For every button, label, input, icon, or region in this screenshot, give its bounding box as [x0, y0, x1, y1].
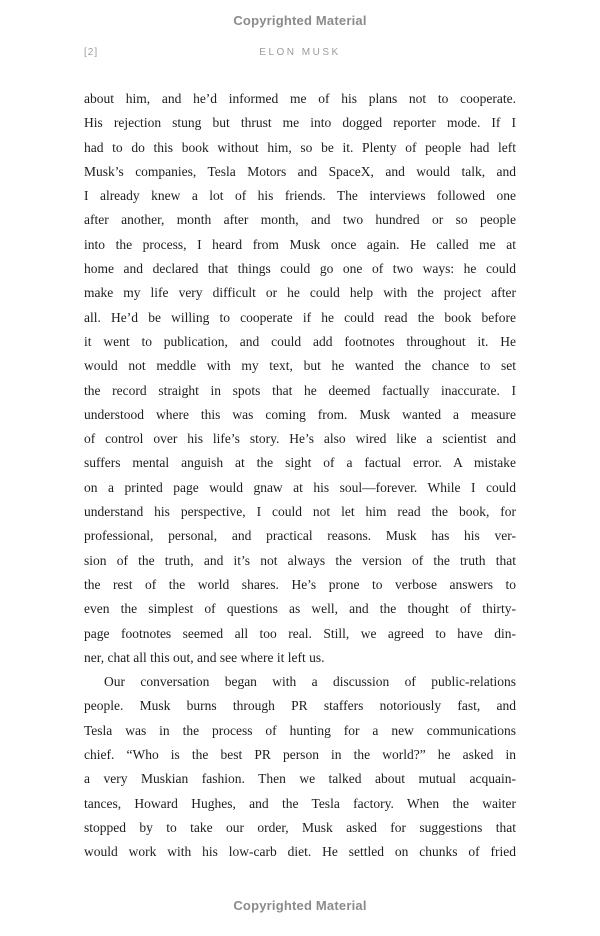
text-line: page footnotes seemed all too real. Still, we agreed to have din-: [84, 625, 516, 641]
text-line: a very Muskian fashion. Then we talked about mutual acquain-: [84, 771, 516, 787]
text-line: sion of the truth, and it’s not always the version of the truth that: [84, 552, 516, 568]
text-line: home and declared that things could go one of two ways: he could: [84, 261, 516, 277]
text-line: stopped by to take our order, Musk asked for suggestions that: [84, 819, 516, 835]
text-line: had to do this book without him, so be it. Plenty of people had left: [84, 139, 516, 155]
text-line: all. He’d be willing to cooperate if he could read the book before: [84, 309, 516, 325]
running-title: ELON MUSK: [259, 47, 341, 58]
text-line: I already knew a lot of his friends. The interviews followed one: [84, 188, 516, 204]
text-line: of control over his life’s story. He’s also wired like a scientist and: [84, 431, 516, 447]
body-text: [84, 87, 516, 865]
copyright-watermark-bottom: Copyrighted Material: [233, 898, 367, 913]
text-line: Our conversation began with a discussion of public-relations: [104, 674, 516, 690]
text-line: His rejection stung but thrust me into dogged reporter mode. If I: [84, 115, 516, 131]
text-line: even the simplest of questions as well, and the thought of thirty-: [84, 601, 516, 617]
text-line: Tesla was in the process of hunting for a new communications: [84, 722, 516, 738]
text-line: into the process, I heard from Musk once again. He called me at: [84, 236, 516, 252]
page-header: [0, 47, 600, 61]
text-line: understood where this was coming from. Musk wanted a measure: [84, 406, 516, 422]
text-line: on a printed page would gnaw at his soul—forever. While I could: [84, 479, 516, 495]
text-line: tances, Howard Hughes, and the Tesla factory. When the waiter: [84, 795, 516, 811]
text-line: ner, chat all this out, and see where it left us.: [84, 649, 325, 665]
text-line: understand his perspective, I could not let him read the book, for: [84, 504, 516, 520]
text-line: people. Musk burns through PR staffers notoriously fast, and: [84, 698, 516, 714]
text-line: suffers mental anguish at the sight of a factual error. A mistake: [84, 455, 516, 471]
text-line: it went to publication, and could add footnotes throughout it. He: [84, 333, 516, 349]
text-line: the rest of the world shares. He’s prone to verbose answers to: [84, 576, 516, 592]
text-line: professional, personal, and practical reasons. Musk has his ver-: [84, 528, 516, 544]
text-line: the record straight in spots that he deemed factually inaccurate. I: [84, 382, 516, 398]
text-line: about him, and he’d informed me of his plans not to cooperate.: [84, 91, 516, 106]
text-line: would work with his low-carb diet. He settled on chunks of fried: [84, 844, 516, 860]
text-line: Musk’s companies, Tesla Motors and SpaceX, and would talk, and: [84, 163, 516, 179]
text-line: would not meddle with my text, but he wanted the chance to set: [84, 358, 516, 374]
text-line: chief. “Who is the best PR person in the world?” he asked in: [84, 747, 516, 763]
text-line: after another, month after month, and two hundred or so people: [84, 212, 516, 228]
text-line: make my life very difficult or he could help with the project after: [84, 285, 516, 301]
page-number: [2]: [84, 47, 99, 58]
copyright-watermark-top: Copyrighted Material: [233, 13, 367, 28]
